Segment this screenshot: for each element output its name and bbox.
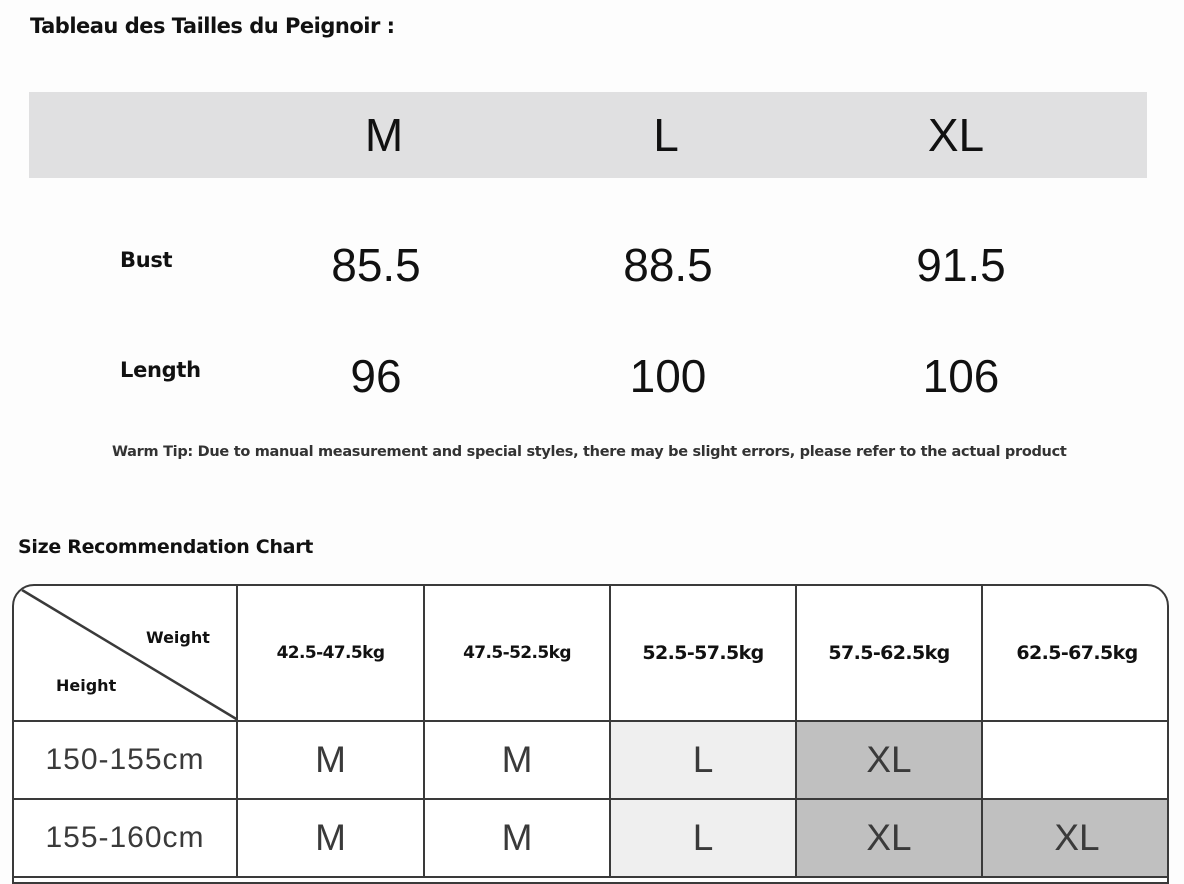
row-label-bust: Bust (120, 248, 173, 272)
size-header-m: M (364, 109, 404, 161)
bust-m-value: 85.5 (331, 239, 421, 291)
weight-col-5: 62.5-67.5kg (983, 586, 1169, 722)
row-label-length: Length (120, 358, 201, 382)
length-xl-value: 106 (922, 350, 1000, 402)
length-m-value: 96 (350, 350, 402, 402)
size-cell: XL (797, 800, 983, 878)
weight-col-2: 47.5-52.5kg (425, 586, 611, 722)
diagonal-divider (14, 586, 238, 722)
height-row-1: 150-155cm (14, 722, 238, 800)
recommendation-title: Size Recommendation Chart (18, 536, 314, 558)
page-title: Tableau des Tailles du Peignoir : (30, 14, 395, 38)
warm-tip: Warm Tip: Due to manual measurement and special styles, there may be slight errors, please refer to the actual product (112, 444, 1067, 460)
size-cell: XL (983, 800, 1169, 878)
height-axis-label: Height (56, 676, 117, 695)
size-cell-empty (983, 722, 1169, 800)
length-l-value: 100 (629, 350, 707, 402)
size-cell: L (611, 800, 797, 878)
height-row-2: 155-160cm (14, 800, 238, 878)
size-header-xl: XL (927, 109, 985, 161)
weight-col-1: 42.5-47.5kg (238, 586, 425, 722)
size-header-l: L (653, 109, 679, 161)
size-cell: M (425, 800, 611, 878)
weight-axis-label: Weight (146, 628, 210, 647)
size-cell: L (611, 722, 797, 800)
corner-cell (14, 586, 238, 722)
bust-l-value: 88.5 (623, 239, 713, 291)
weight-col-4: 57.5-62.5kg (797, 586, 983, 722)
size-cell: XL (797, 722, 983, 800)
size-cell: M (238, 722, 425, 800)
size-cell: M (238, 800, 425, 878)
weight-col-3: 52.5-57.5kg (611, 586, 797, 722)
recommendation-table (12, 584, 1169, 884)
bust-xl-value: 91.5 (916, 239, 1006, 291)
size-cell: M (425, 722, 611, 800)
